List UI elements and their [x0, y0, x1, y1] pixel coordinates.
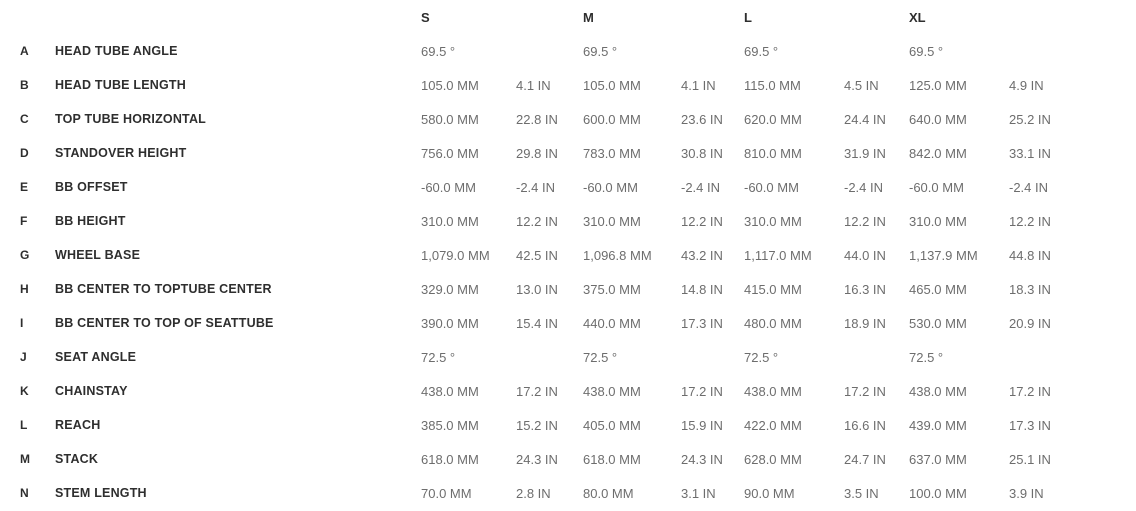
value-mm-s: -60.0 MM	[421, 179, 476, 195]
value-in-m: 43.2 IN	[681, 247, 723, 263]
value-mm-s: 105.0 MM	[421, 77, 479, 93]
value-in-m: 3.1 IN	[681, 485, 716, 501]
value-in-l: 4.5 IN	[844, 77, 879, 93]
value-in-s: 12.2 IN	[516, 213, 558, 229]
value-in-xl: 12.2 IN	[1009, 213, 1051, 229]
value-mm-l: 628.0 MM	[744, 451, 802, 467]
row-label: STACK	[55, 452, 99, 466]
value-mm-m: 72.5 °	[583, 349, 618, 365]
table-row	[20, 374, 1136, 408]
row-letter: E	[20, 180, 29, 194]
value-mm-l: 438.0 MM	[744, 383, 802, 399]
value-in-s: 13.0 IN	[516, 281, 558, 297]
row-letter: B	[20, 78, 29, 92]
row-label: BB CENTER TO TOP OF SEATTUBE	[55, 316, 274, 330]
value-in-m: 14.8 IN	[681, 281, 723, 297]
row-label: BB HEIGHT	[55, 214, 126, 228]
value-mm-l: 90.0 MM	[744, 485, 795, 501]
table-row	[20, 340, 1136, 374]
table-row	[20, 170, 1136, 204]
table-row	[20, 238, 1136, 272]
value-mm-m: 600.0 MM	[583, 111, 641, 127]
row-letter: K	[20, 384, 29, 398]
row-label: HEAD TUBE LENGTH	[55, 78, 186, 92]
row-label: CHAINSTAY	[55, 384, 128, 398]
value-mm-xl: 69.5 °	[909, 43, 944, 59]
table-row	[20, 68, 1136, 102]
value-mm-m: 438.0 MM	[583, 383, 641, 399]
value-mm-m: 618.0 MM	[583, 451, 641, 467]
value-mm-l: 422.0 MM	[744, 417, 802, 433]
value-mm-m: 405.0 MM	[583, 417, 641, 433]
row-letter: I	[20, 316, 24, 330]
value-in-m: 23.6 IN	[681, 111, 723, 127]
row-letter: D	[20, 146, 29, 160]
value-in-s: 4.1 IN	[516, 77, 551, 93]
row-letter: G	[20, 248, 30, 262]
value-in-s: 15.2 IN	[516, 417, 558, 433]
value-mm-m: 783.0 MM	[583, 145, 641, 161]
table-row	[20, 306, 1136, 340]
value-in-s: 29.8 IN	[516, 145, 558, 161]
size-header-xl: XL	[909, 9, 926, 25]
value-mm-m: 440.0 MM	[583, 315, 641, 331]
value-in-xl: 17.3 IN	[1009, 417, 1051, 433]
value-in-xl: 33.1 IN	[1009, 145, 1051, 161]
row-label: BB OFFSET	[55, 180, 128, 194]
value-in-l: 16.3 IN	[844, 281, 886, 297]
row-label: HEAD TUBE ANGLE	[55, 44, 178, 58]
value-in-s: 15.4 IN	[516, 315, 558, 331]
value-in-l: 3.5 IN	[844, 485, 879, 501]
value-mm-s: 385.0 MM	[421, 417, 479, 433]
row-label: BB CENTER TO TOPTUBE CENTER	[55, 282, 272, 296]
row-label: REACH	[55, 418, 101, 432]
row-label: STEM LENGTH	[55, 486, 147, 500]
value-mm-s: 390.0 MM	[421, 315, 479, 331]
value-in-xl: 44.8 IN	[1009, 247, 1051, 263]
value-in-m: 30.8 IN	[681, 145, 723, 161]
value-mm-s: 1,079.0 MM	[421, 247, 490, 263]
value-mm-s: 69.5 °	[421, 43, 456, 59]
value-mm-xl: -60.0 MM	[909, 179, 964, 195]
value-mm-l: 810.0 MM	[744, 145, 802, 161]
value-in-m: 24.3 IN	[681, 451, 723, 467]
value-mm-s: 329.0 MM	[421, 281, 479, 297]
value-mm-m: -60.0 MM	[583, 179, 638, 195]
value-mm-l: -60.0 MM	[744, 179, 799, 195]
row-label: WHEEL BASE	[55, 248, 141, 262]
value-mm-s: 618.0 MM	[421, 451, 479, 467]
size-header-m: M	[583, 9, 594, 25]
value-in-m: 15.9 IN	[681, 417, 723, 433]
row-letter: J	[20, 350, 27, 364]
table-row	[20, 136, 1136, 170]
value-in-xl: 3.9 IN	[1009, 485, 1044, 501]
table-row	[20, 408, 1136, 442]
row-label: SEAT ANGLE	[55, 350, 137, 364]
size-header-s: S	[421, 9, 430, 25]
value-in-xl: 17.2 IN	[1009, 383, 1051, 399]
value-mm-m: 375.0 MM	[583, 281, 641, 297]
value-mm-m: 1,096.8 MM	[583, 247, 652, 263]
value-mm-l: 310.0 MM	[744, 213, 802, 229]
value-in-xl: 18.3 IN	[1009, 281, 1051, 297]
table-row	[20, 442, 1136, 476]
value-in-m: 17.3 IN	[681, 315, 723, 331]
value-in-xl: 25.2 IN	[1009, 111, 1051, 127]
value-mm-s: 310.0 MM	[421, 213, 479, 229]
value-mm-xl: 125.0 MM	[909, 77, 967, 93]
row-letter: M	[20, 452, 30, 466]
table-row	[20, 476, 1136, 510]
value-in-s: 24.3 IN	[516, 451, 558, 467]
value-in-s: -2.4 IN	[516, 179, 556, 195]
table-header-row	[20, 0, 1136, 34]
value-mm-l: 480.0 MM	[744, 315, 802, 331]
row-label: TOP TUBE HORIZONTAL	[55, 112, 207, 126]
value-mm-l: 115.0 MM	[744, 77, 801, 93]
value-in-l: 24.4 IN	[844, 111, 886, 127]
value-in-s: 42.5 IN	[516, 247, 558, 263]
value-mm-l: 415.0 MM	[744, 281, 802, 297]
row-letter: L	[20, 418, 28, 432]
value-mm-s: 70.0 MM	[421, 485, 472, 501]
value-mm-xl: 637.0 MM	[909, 451, 967, 467]
table-row	[20, 102, 1136, 136]
value-in-m: 4.1 IN	[681, 77, 716, 93]
row-letter: N	[20, 486, 29, 500]
value-in-l: 12.2 IN	[844, 213, 886, 229]
value-mm-l: 69.5 °	[744, 43, 779, 59]
value-in-xl: 25.1 IN	[1009, 451, 1051, 467]
value-in-l: 17.2 IN	[844, 383, 886, 399]
table-body	[20, 34, 1136, 510]
value-in-l: 31.9 IN	[844, 145, 886, 161]
value-in-l: -2.4 IN	[844, 179, 884, 195]
value-in-l: 24.7 IN	[844, 451, 886, 467]
value-mm-l: 72.5 °	[744, 349, 779, 365]
value-mm-xl: 1,137.9 MM	[909, 247, 978, 263]
value-in-l: 44.0 IN	[844, 247, 886, 263]
value-mm-s: 580.0 MM	[421, 111, 479, 127]
value-mm-l: 1,117.0 MM	[744, 247, 812, 263]
value-mm-xl: 438.0 MM	[909, 383, 967, 399]
value-in-l: 16.6 IN	[844, 417, 886, 433]
value-in-m: 12.2 IN	[681, 213, 723, 229]
value-mm-l: 620.0 MM	[744, 111, 802, 127]
row-letter: A	[20, 44, 29, 58]
value-mm-xl: 439.0 MM	[909, 417, 967, 433]
value-in-m: -2.4 IN	[681, 179, 721, 195]
value-mm-m: 310.0 MM	[583, 213, 641, 229]
row-label: STANDOVER HEIGHT	[55, 146, 187, 160]
value-mm-xl: 530.0 MM	[909, 315, 967, 331]
value-mm-s: 72.5 °	[421, 349, 456, 365]
value-mm-xl: 842.0 MM	[909, 145, 967, 161]
row-letter: H	[20, 282, 29, 296]
value-mm-s: 756.0 MM	[421, 145, 479, 161]
table-row	[20, 272, 1136, 306]
table-row	[20, 204, 1136, 238]
value-mm-m: 80.0 MM	[583, 485, 634, 501]
value-in-l: 18.9 IN	[844, 315, 886, 331]
value-mm-xl: 72.5 °	[909, 349, 944, 365]
value-mm-xl: 465.0 MM	[909, 281, 967, 297]
value-in-m: 17.2 IN	[681, 383, 723, 399]
value-mm-m: 69.5 °	[583, 43, 618, 59]
value-in-xl: 20.9 IN	[1009, 315, 1051, 331]
row-letter: F	[20, 214, 28, 228]
value-in-xl: 4.9 IN	[1009, 77, 1044, 93]
value-in-s: 22.8 IN	[516, 111, 558, 127]
value-mm-s: 438.0 MM	[421, 383, 479, 399]
value-mm-xl: 640.0 MM	[909, 111, 967, 127]
size-header-l: L	[744, 9, 752, 25]
value-mm-xl: 100.0 MM	[909, 485, 967, 501]
value-in-s: 17.2 IN	[516, 383, 558, 399]
value-mm-xl: 310.0 MM	[909, 213, 967, 229]
value-in-xl: -2.4 IN	[1009, 179, 1049, 195]
table-row	[20, 34, 1136, 68]
value-in-s: 2.8 IN	[516, 485, 551, 501]
row-letter: C	[20, 112, 29, 126]
value-mm-m: 105.0 MM	[583, 77, 641, 93]
